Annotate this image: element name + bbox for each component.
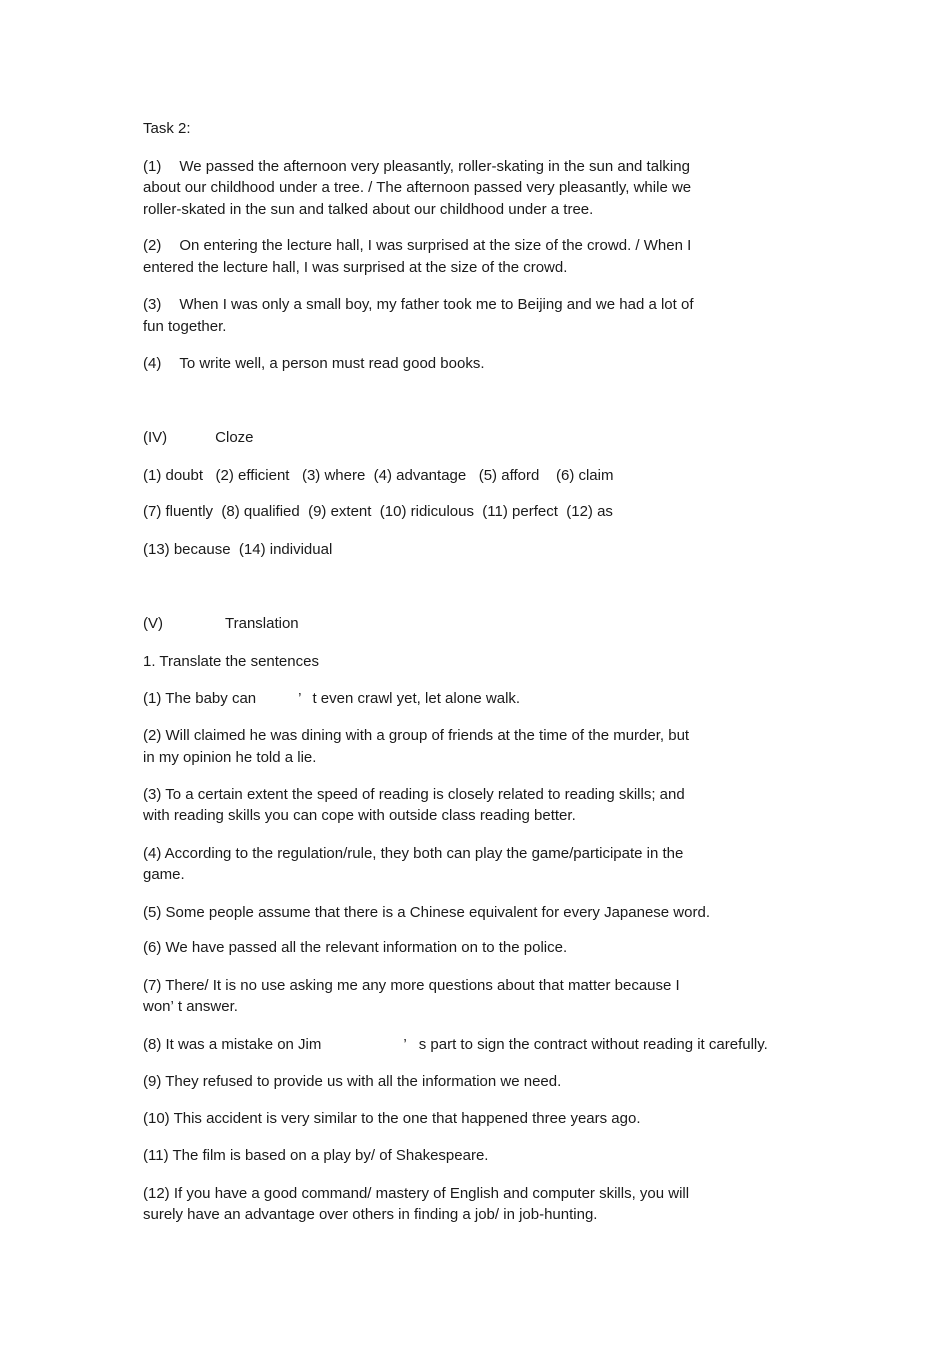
cloze-answers-row-3: (13) because (14) individual — [143, 541, 333, 558]
translation-sentence-7-line-2: won’ t answer. — [143, 998, 238, 1015]
cloze-answers-row-1: (1) doubt (2) efficient (3) where (4) advantage (5) afford (6) claim — [143, 467, 614, 484]
translation-sentence-12-line-1: (12) If you have a good command/ mastery of English and computer skills, you will — [143, 1185, 690, 1202]
cloze-answers-row-2: (7) fluently (8) qualified (9) extent (10) ridiculous (11) perfect (12) as — [143, 503, 613, 520]
translation-sentence-1: (1) The baby can ’ t even crawl yet, let alone walk. — [143, 690, 521, 707]
translation-sentence-3-line-1: (3) To a certain extent the speed of reading is closely related to reading skills; and — [143, 786, 685, 803]
translation-sentence-5: (5) Some people assume that there is a Chinese equivalent for every Japanese word. — [143, 904, 710, 921]
task2-item-2-line-1: (2) On entering the lecture hall, I was surprised at the size of the crowd. / When I — [143, 237, 692, 254]
translation-sentence-2-line-1: (2) Will claimed he was dining with a group of friends at the time of the murder, but — [143, 727, 690, 744]
translation-sentence-8: (8) It was a mistake on Jim ’ s part to sign the contract without reading it carefully. — [143, 1036, 768, 1053]
task2-heading: Task 2: — [143, 120, 191, 137]
task2-item-1-line-1: (1) We passed the afternoon very pleasantly, roller-skating in the sun and talking — [143, 158, 690, 175]
translation-sentence-2-line-2: in my opinion he told a lie. — [143, 749, 317, 766]
cloze-heading: (IV) Cloze — [143, 429, 254, 446]
task2-item-3-line-1: (3) When I was only a small boy, my father took me to Beijing and we had a lot of — [143, 296, 694, 313]
translation-heading: (V) Translation — [143, 615, 299, 632]
task2-item-1-line-3: roller-skated in the sun and talked about our childhood under a tree. — [143, 201, 594, 218]
translation-sentence-4-line-1: (4) According to the regulation/rule, they both can play the game/participate in the — [143, 845, 684, 862]
translation-sentence-11: (11) The film is based on a play by/ of Shakespeare. — [143, 1147, 489, 1164]
translation-subheading: 1. Translate the sentences — [143, 653, 319, 670]
task2-item-1-line-2: about our childhood under a tree. / The afternoon passed very pleasantly, while we — [143, 179, 692, 196]
translation-sentence-6: (6) We have passed all the relevant information on to the police. — [143, 939, 568, 956]
task2-item-2-line-2: entered the lecture hall, I was surprised at the size of the crowd. — [143, 259, 568, 276]
translation-sentence-4-line-2: game. — [143, 866, 185, 883]
translation-sentence-9: (9) They refused to provide us with all the information we need. — [143, 1073, 562, 1090]
task2-item-4-line-1: (4) To write well, a person must read good books. — [143, 355, 485, 372]
translation-sentence-3-line-2: with reading skills you can cope with outside class reading better. — [143, 807, 576, 824]
task2-item-3-line-2: fun together. — [143, 318, 227, 335]
translation-sentence-12-line-2: surely have an advantage over others in finding a job/ in job-hunting. — [143, 1206, 598, 1223]
translation-sentence-10: (10) This accident is very similar to the one that happened three years ago. — [143, 1110, 641, 1127]
translation-sentence-7-line-1: (7) There/ It is no use asking me any more questions about that matter because I — [143, 977, 680, 994]
